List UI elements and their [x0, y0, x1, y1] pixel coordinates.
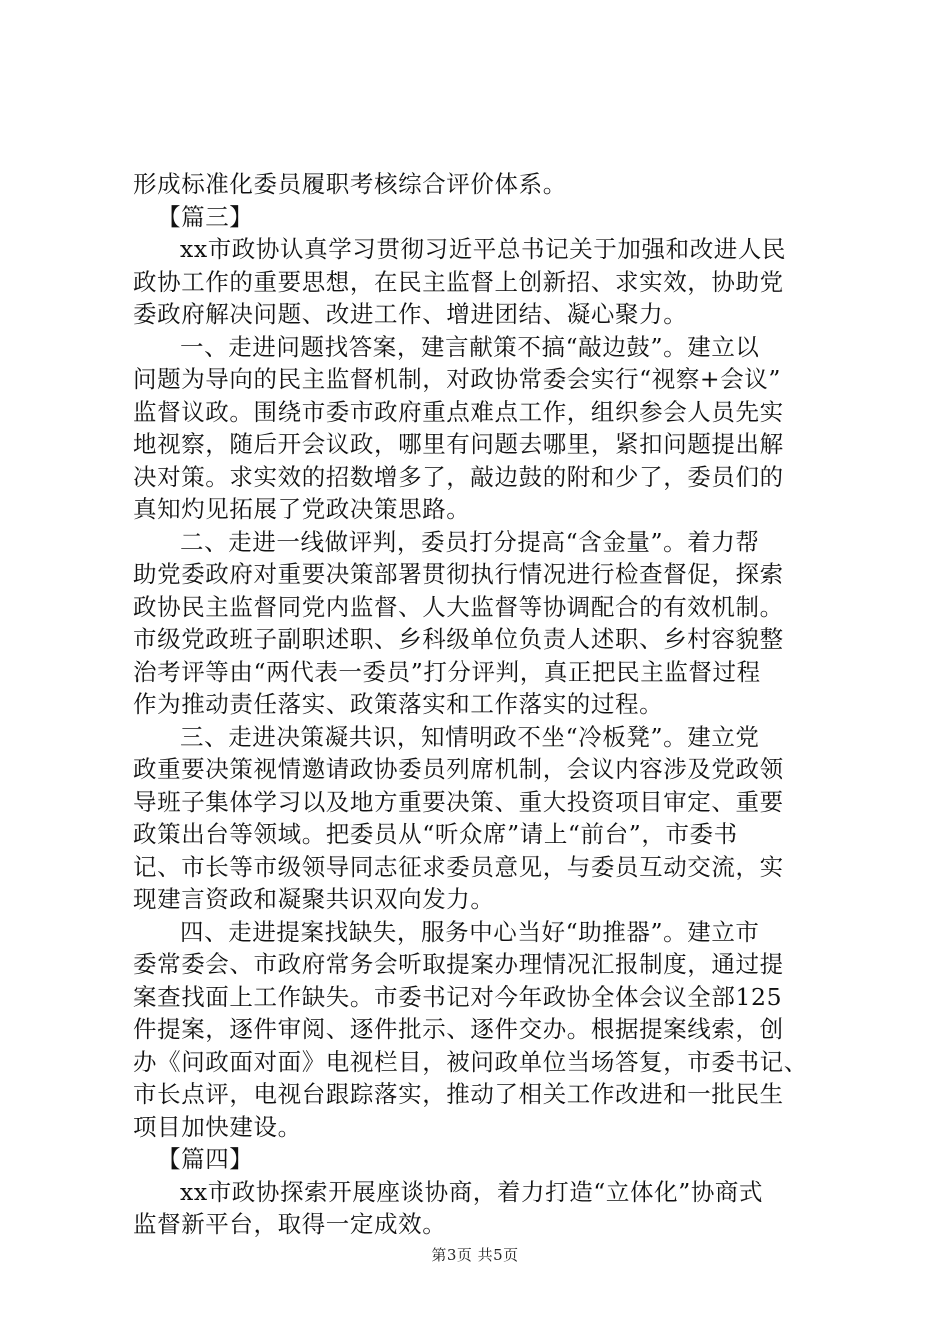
- text-line: 地视察，随后开会议政，哪里有问题去哪里，紧扣问题提出解: [133, 430, 784, 458]
- text-line: 政协民主监督同党内监督、人大监督等协调配合的有效机制。: [133, 592, 784, 621]
- text-line: 作为推动责任落实、政策落实和工作落实的过程。: [133, 690, 664, 718]
- text-line: 导班子集体学习以及地方重要决策、重大投资项目审定、重要: [133, 787, 784, 816]
- document-body: [133, 168, 833, 1241]
- text-line: 监督议政。围绕市委市政府重点难点工作，组织参会人员先实: [133, 397, 784, 426]
- text-line: 市长点评，电视台跟踪落实，推动了相关工作改进和一批民生: [133, 1080, 784, 1108]
- text-line: 记、市长等市级领导同志征求委员意见，与委员互动交流，实: [133, 852, 784, 881]
- text-line: xx市政协探索开展座谈协商，着力打造“立体化”协商式: [180, 1177, 764, 1206]
- text-line: 项目加快建设。: [133, 1112, 302, 1141]
- text-line: 二、走进一线做评判，委员打分提高“含金量”。着力帮: [180, 527, 760, 556]
- text-line: 决对策。求实效的招数增多了，敲边鼓的附和少了，委员们的: [133, 462, 784, 491]
- text-line: 监督新平台，取得一定成效。: [133, 1210, 447, 1238]
- text-line: xx市政协认真学习贯彻习近平总书记关于加强和改进人民: [180, 235, 787, 263]
- text-line: 助党委政府对重要决策部署贯彻执行情况进行检查督促，探索: [133, 560, 784, 588]
- text-line: 委政府解决问题、改进工作、增进团结、凝心聚力。: [133, 300, 688, 328]
- text-line: 政策出台等领域。把委员从“听众席”请上“前台”，市委书: [133, 820, 738, 848]
- text-line: 一、走进问题找答案，建言献策不搞“敲边鼓”。建立以: [180, 332, 760, 361]
- text-line: 四、走进提案找缺失，服务中心当好“助推器”。建立市: [180, 917, 760, 946]
- page-footer: 第3页 共5页: [431, 1246, 519, 1264]
- text-line: 市级党政班子副职述职、乡科级单位负责人述职、乡村容貌整: [133, 625, 784, 653]
- text-line: 现建言资政和凝聚共识双向发力。: [133, 885, 495, 913]
- text-line: 办《问政面对面》电视栏目，被问政单位当场答复，市委书记、: [133, 1047, 808, 1076]
- text-line: 件提案，逐件审阅、逐件批示、逐件交办。根据提案线索，创: [133, 1015, 784, 1043]
- text-line: 问题为导向的民主监督机制，对政协常委会实行“视察+会议”: [133, 365, 782, 393]
- text-line: 【篇三】: [157, 202, 254, 231]
- text-line: 政协工作的重要思想，在民主监督上创新招、求实效，协助党: [133, 267, 784, 296]
- text-line: 委常委会、市政府常务会听取提案办理情况汇报制度，通过提: [133, 950, 784, 978]
- text-line: 政重要决策视情邀请政协委员列席机制，会议内容涉及党政领: [133, 755, 784, 783]
- text-line: 治考评等由“两代表一委员”打分评判，真正把民主监督过程: [133, 657, 761, 686]
- text-line: 真知灼见拓展了党政决策思路。: [133, 495, 471, 523]
- text-line: 形成标准化委员履职考核综合评价体系。: [133, 170, 567, 198]
- text-line: 【篇四】: [157, 1145, 254, 1173]
- text-line: 三、走进决策凝共识，知情明政不坐“冷板凳”。建立党: [180, 722, 760, 751]
- text-line: 案查找面上工作缺失。市委书记对今年政协全体会议全部125: [133, 982, 783, 1011]
